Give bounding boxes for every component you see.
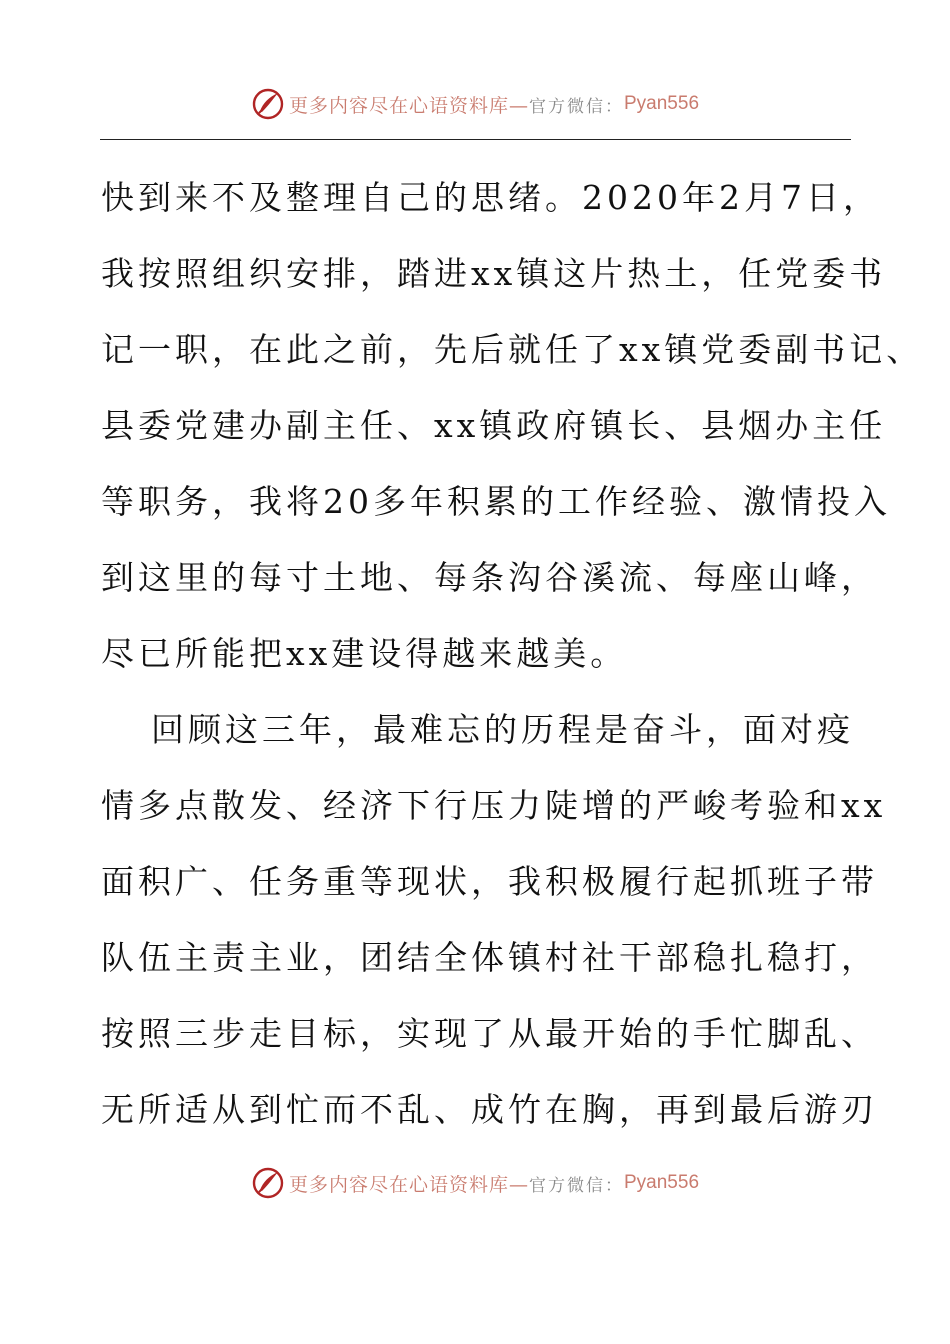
body-line: 队伍主责主业，团结全体镇村社干部稳扎稳打， — [101, 938, 878, 977]
quill-logo-icon — [251, 1166, 285, 1200]
body-line: 县委党建办副主任、xx镇政府镇长、县烟办主任 — [101, 406, 887, 445]
footer-wechat-id: Pyan556 — [624, 1172, 700, 1193]
body-line: 无所适从到忙而不乱、成竹在胸，再到最后游刃 — [101, 1090, 878, 1129]
body-line: 我按照组织安排，踏进xx镇这片热土，任党委书 — [101, 254, 887, 293]
body-line: 尽已所能把xx建设得越来越美。 — [101, 634, 628, 673]
body-line: 情多点散发、经济下行压力陡增的严峻考验和xx — [101, 786, 887, 825]
paragraph-start-line: 回顾这三年，最难忘的历程是奋斗，面对疫 — [151, 710, 854, 749]
header-wechat-id: Pyan556 — [624, 93, 700, 114]
header-banner — [0, 84, 950, 124]
body-line: 记一职，在此之前，先后就任了xx镇党委副书记、 — [101, 330, 924, 369]
document-body — [101, 160, 924, 1148]
body-line: 按照三步走目标，实现了从最开始的手忙脚乱、 — [101, 1014, 878, 1053]
quill-logo-icon — [251, 87, 285, 121]
body-line: 面积广、任务重等现状，我积极履行起抓班子带 — [101, 862, 878, 901]
body-line: 等职务，我将20多年积累的工作经验、激情投入 — [101, 482, 891, 521]
footer-promo-text: 更多内容尽在心语资料库— — [288, 1173, 529, 1196]
header-wechat-label: 官方微信： — [529, 96, 624, 117]
footer-banner — [0, 1163, 950, 1203]
header-divider — [100, 139, 851, 140]
footer-wechat-label: 官方微信： — [529, 1175, 624, 1196]
body-line: 到这里的每寸土地、每条沟谷溪流、每座山峰， — [101, 558, 878, 597]
header-promo-text: 更多内容尽在心语资料库— — [288, 94, 529, 117]
body-line: 快到来不及整理自己的思绪。2020年2月7日， — [101, 178, 880, 217]
